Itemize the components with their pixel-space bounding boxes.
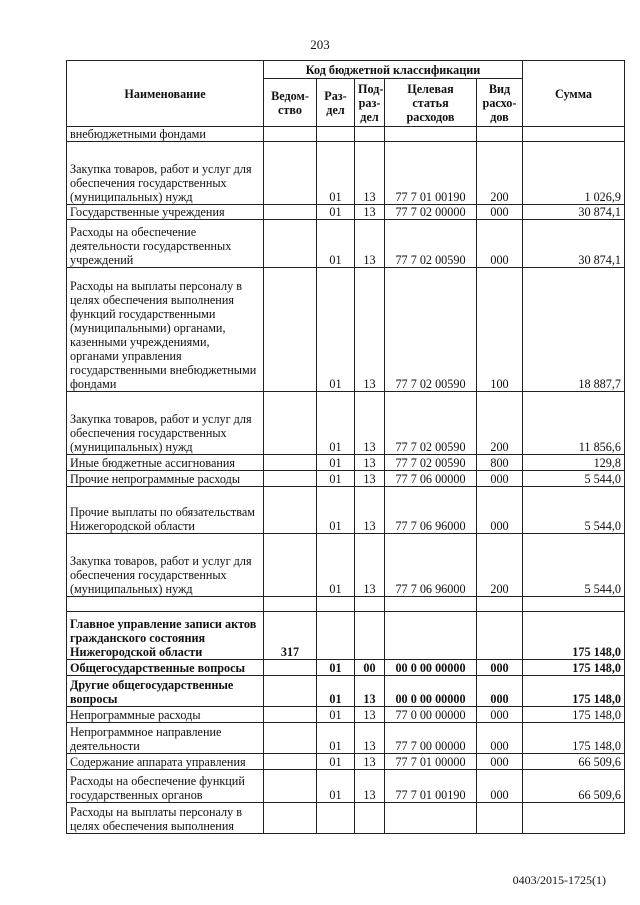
cell-vid: 000	[477, 487, 523, 534]
cell-vid: 200	[477, 142, 523, 205]
cell-sum: 1 026,9	[523, 142, 625, 205]
cell-vedomstvo	[264, 471, 317, 487]
cell-name: Закупка товаров, работ и услуг для обеспечения государственных (муниципальных) нужд	[67, 392, 264, 455]
cell-target	[385, 597, 477, 612]
cell-podrazdel: 13	[355, 723, 385, 754]
cell-vedomstvo	[264, 770, 317, 803]
cell-vedomstvo	[264, 142, 317, 205]
cell-sum: 175 148,0	[523, 660, 625, 676]
cell-sum	[523, 597, 625, 612]
cell-podrazdel: 13	[355, 392, 385, 455]
cell-name: внебюджетными фондами	[67, 127, 264, 142]
cell-razdel: 01	[317, 268, 355, 392]
cell-razdel: 01	[317, 723, 355, 754]
cell-razdel: 01	[317, 754, 355, 770]
cell-name: Закупка товаров, работ и услуг для обеспечения государственных (муниципальных) нужд	[67, 534, 264, 597]
cell-razdel: 01	[317, 220, 355, 268]
table-body	[67, 127, 625, 834]
budget-table	[66, 60, 625, 834]
cell-target: 77 7 06 96000	[385, 487, 477, 534]
cell-razdel	[317, 127, 355, 142]
cell-name: Расходы на обеспечение функций государственных органов	[67, 770, 264, 803]
table-row	[67, 205, 625, 220]
cell-name: Главное управление записи актов гражданского состояния Нижегородской области	[67, 612, 264, 660]
cell-podrazdel	[355, 597, 385, 612]
cell-target: 77 7 01 00190	[385, 142, 477, 205]
cell-vedomstvo: 317	[264, 612, 317, 660]
cell-razdel: 01	[317, 455, 355, 471]
cell-vedomstvo	[264, 597, 317, 612]
document-code: 0403/2015-1725(1)	[512, 873, 606, 887]
header-target: Целевая статья расходов	[385, 79, 477, 127]
cell-target	[385, 127, 477, 142]
cell-podrazdel: 13	[355, 707, 385, 723]
cell-podrazdel	[355, 127, 385, 142]
cell-name: Содержание аппарата управления	[67, 754, 264, 770]
table-row	[67, 707, 625, 723]
cell-target: 77 7 01 00190	[385, 770, 477, 803]
cell-name: Другие общегосударственные вопросы	[67, 676, 264, 707]
table-row	[67, 534, 625, 597]
cell-podrazdel: 13	[355, 220, 385, 268]
cell-vedomstvo	[264, 392, 317, 455]
cell-sum: 66 509,6	[523, 754, 625, 770]
cell-podrazdel: 00	[355, 660, 385, 676]
table-row	[67, 597, 625, 612]
cell-vid: 000	[477, 676, 523, 707]
cell-vedomstvo	[264, 205, 317, 220]
cell-target: 00 0 00 00000	[385, 660, 477, 676]
cell-vedomstvo	[264, 220, 317, 268]
cell-vid: 000	[477, 707, 523, 723]
table-row	[67, 487, 625, 534]
cell-target: 00 0 00 00000	[385, 676, 477, 707]
cell-vid: 800	[477, 455, 523, 471]
cell-vid: 000	[477, 471, 523, 487]
cell-podrazdel: 13	[355, 142, 385, 205]
cell-name: Расходы на обеспечение деятельности государственных учреждений	[67, 220, 264, 268]
cell-target: 77 7 02 00590	[385, 220, 477, 268]
cell-razdel: 01	[317, 660, 355, 676]
cell-vedomstvo	[264, 127, 317, 142]
cell-razdel	[317, 803, 355, 834]
table-row	[67, 455, 625, 471]
cell-target	[385, 612, 477, 660]
cell-target: 77 0 00 00000	[385, 707, 477, 723]
cell-sum: 129,8	[523, 455, 625, 471]
cell-sum	[523, 127, 625, 142]
cell-podrazdel: 13	[355, 268, 385, 392]
cell-sum: 175 148,0	[523, 676, 625, 707]
cell-target: 77 7 02 00000	[385, 205, 477, 220]
cell-sum: 175 148,0	[523, 723, 625, 754]
cell-podrazdel: 13	[355, 471, 385, 487]
cell-sum: 175 148,0	[523, 612, 625, 660]
cell-sum: 66 509,6	[523, 770, 625, 803]
cell-name: Иные бюджетные ассигнования	[67, 455, 264, 471]
cell-vedomstvo	[264, 676, 317, 707]
cell-vid: 000	[477, 220, 523, 268]
cell-target: 77 7 00 00000	[385, 723, 477, 754]
cell-razdel: 01	[317, 471, 355, 487]
cell-vid: 100	[477, 268, 523, 392]
cell-vedomstvo	[264, 754, 317, 770]
cell-vedomstvo	[264, 268, 317, 392]
cell-razdel: 01	[317, 707, 355, 723]
cell-sum	[523, 803, 625, 834]
cell-podrazdel: 13	[355, 487, 385, 534]
cell-name: Расходы на выплаты персоналу в целях обеспечения выполнения функций государственными (муниципальными) органами, казенными учреждениями, органами управления государственными внебюджетными фондами	[67, 268, 264, 392]
cell-name: Общегосударственные вопросы	[67, 660, 264, 676]
cell-target: 77 7 06 00000	[385, 471, 477, 487]
table-row	[67, 723, 625, 754]
table-row	[67, 268, 625, 392]
cell-vid	[477, 597, 523, 612]
cell-name	[67, 597, 264, 612]
page-number: 203	[310, 37, 330, 52]
cell-sum: 30 874,1	[523, 220, 625, 268]
cell-name: Прочие выплаты по обязательствам Нижегородской области	[67, 487, 264, 534]
cell-razdel: 01	[317, 770, 355, 803]
cell-razdel: 01	[317, 142, 355, 205]
cell-vedomstvo	[264, 534, 317, 597]
cell-sum: 5 544,0	[523, 471, 625, 487]
cell-name: Прочие непрограммные расходы	[67, 471, 264, 487]
cell-vid: 200	[477, 392, 523, 455]
cell-razdel	[317, 612, 355, 660]
table-row	[67, 220, 625, 268]
cell-sum: 5 544,0	[523, 487, 625, 534]
table-row	[67, 770, 625, 803]
cell-vedomstvo	[264, 660, 317, 676]
cell-razdel: 01	[317, 205, 355, 220]
cell-razdel: 01	[317, 487, 355, 534]
cell-sum: 175 148,0	[523, 707, 625, 723]
cell-vid: 000	[477, 770, 523, 803]
header-vid: Вид расхо-дов	[477, 79, 523, 127]
header-name: Наименование	[67, 61, 264, 127]
cell-name: Закупка товаров, работ и услуг для обеспечения государственных (муниципальных) нужд	[67, 142, 264, 205]
cell-name: Непрограммное направление деятельности	[67, 723, 264, 754]
header-razdel: Раз-дел	[317, 79, 355, 127]
cell-vid: 000	[477, 754, 523, 770]
cell-vid	[477, 803, 523, 834]
cell-podrazdel: 13	[355, 676, 385, 707]
cell-sum: 11 856,6	[523, 392, 625, 455]
cell-razdel	[317, 597, 355, 612]
table-row	[67, 127, 625, 142]
cell-razdel: 01	[317, 534, 355, 597]
cell-vid	[477, 612, 523, 660]
cell-podrazdel: 13	[355, 455, 385, 471]
cell-vid: 200	[477, 534, 523, 597]
cell-vid: 000	[477, 723, 523, 754]
table-row	[67, 142, 625, 205]
cell-target: 77 7 02 00590	[385, 392, 477, 455]
table-row	[67, 803, 625, 834]
cell-name: Расходы на выплаты персоналу в целях обеспечения выполнения	[67, 803, 264, 834]
cell-name: Непрограммные расходы	[67, 707, 264, 723]
cell-vid: 000	[477, 205, 523, 220]
cell-vid	[477, 127, 523, 142]
cell-target: 77 7 01 00000	[385, 754, 477, 770]
cell-target: 77 7 02 00590	[385, 455, 477, 471]
table-row	[67, 754, 625, 770]
cell-podrazdel	[355, 803, 385, 834]
table-row	[67, 612, 625, 660]
cell-podrazdel: 13	[355, 534, 385, 597]
cell-podrazdel: 13	[355, 754, 385, 770]
cell-vedomstvo	[264, 723, 317, 754]
header-vedomstvo: Ведом-ство	[264, 79, 317, 127]
cell-razdel: 01	[317, 392, 355, 455]
header-code-group: Код бюджетной классификации	[264, 61, 523, 79]
table-row	[67, 471, 625, 487]
cell-vedomstvo	[264, 803, 317, 834]
header-sum: Сумма	[523, 61, 625, 127]
cell-podrazdel: 13	[355, 205, 385, 220]
cell-sum: 18 887,7	[523, 268, 625, 392]
cell-vedomstvo	[264, 707, 317, 723]
cell-vedomstvo	[264, 455, 317, 471]
cell-name: Государственные учреждения	[67, 205, 264, 220]
header-podrazdel: Под-раз-дел	[355, 79, 385, 127]
cell-podrazdel	[355, 612, 385, 660]
cell-sum: 5 544,0	[523, 534, 625, 597]
cell-podrazdel: 13	[355, 770, 385, 803]
cell-vedomstvo	[264, 487, 317, 534]
cell-target	[385, 803, 477, 834]
table-row	[67, 392, 625, 455]
table-row	[67, 676, 625, 707]
cell-razdel: 01	[317, 676, 355, 707]
cell-vid: 000	[477, 660, 523, 676]
table-row	[67, 660, 625, 676]
cell-target: 77 7 02 00590	[385, 268, 477, 392]
cell-sum: 30 874,1	[523, 205, 625, 220]
cell-target: 77 7 06 96000	[385, 534, 477, 597]
